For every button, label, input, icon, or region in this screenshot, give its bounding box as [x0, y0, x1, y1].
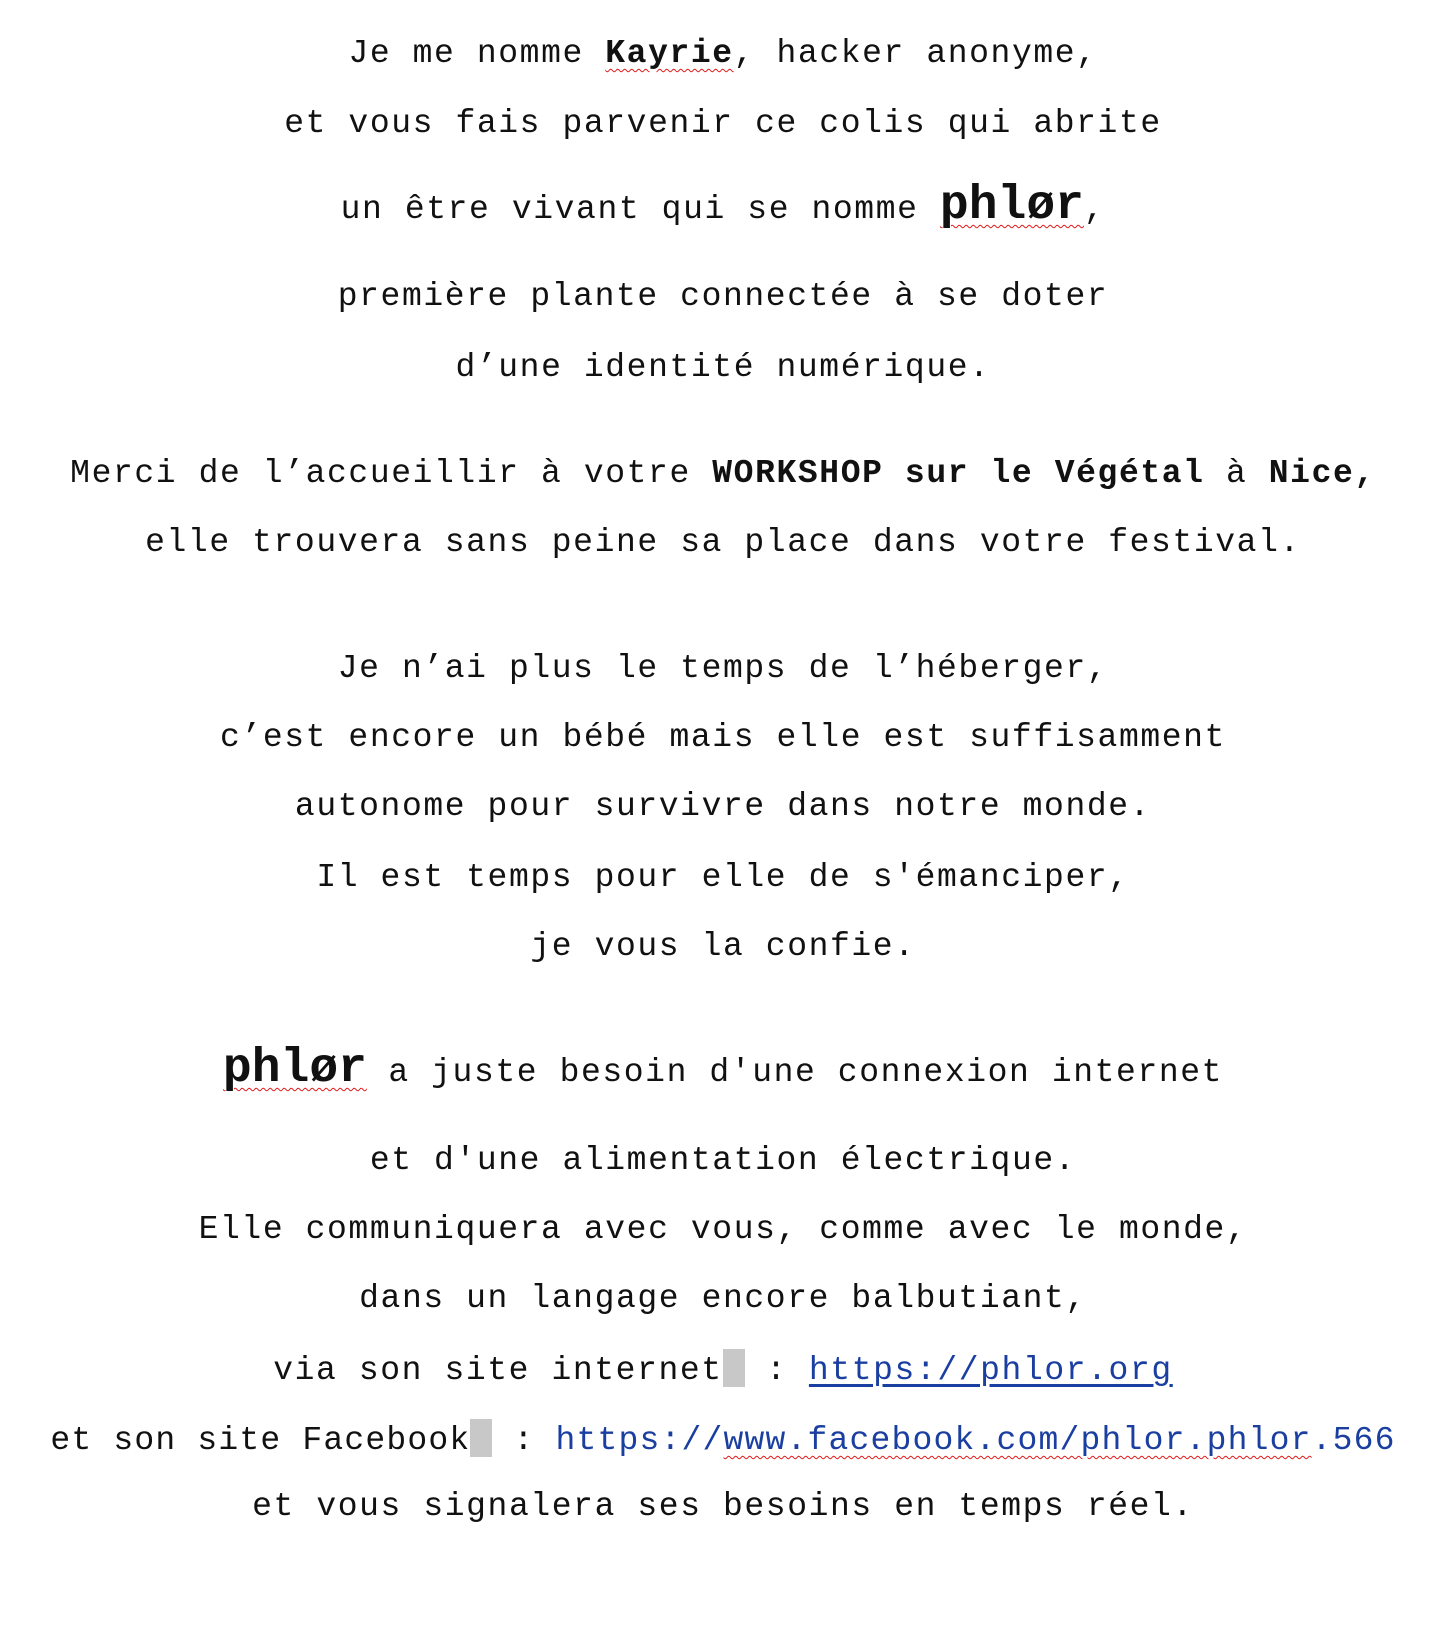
field-shading — [723, 1349, 745, 1387]
text-line — [0, 1042, 1446, 1100]
text-line: dans un langage encore balbutiant, — [359, 1280, 1087, 1317]
text-line — [0, 1349, 1446, 1391]
link-segment: www.facebook.com/phlor.phlor — [723, 1422, 1312, 1459]
text-line: et vous fais parvenir ce colis qui abrite — [284, 105, 1162, 142]
text-line: autonome pour survivre dans notre monde. — [294, 788, 1152, 825]
text-line — [0, 34, 1446, 74]
text-segment: un être vivant qui se nomme — [340, 191, 940, 228]
text-segment: Je me nomme — [348, 35, 606, 72]
text-segment: , — [1083, 191, 1106, 228]
text-line: c’est encore un bébé mais elle est suffisamment — [220, 719, 1226, 756]
author-name: Kayrie — [605, 35, 734, 72]
text-segment: à — [1204, 455, 1269, 492]
text-segment: : — [492, 1422, 556, 1459]
text-line: Elle communiquera avec vous, comme avec le monde, — [198, 1211, 1248, 1248]
plant-name: phlør — [222, 1042, 367, 1096]
text-line: je vous la confie. — [530, 928, 916, 965]
text-segment: Merci de l’accueillir à votre — [70, 455, 713, 492]
text-line — [0, 181, 1446, 235]
text-line: Il est temps pour elle de s'émanciper, — [316, 859, 1130, 896]
link-segment: .566 — [1311, 1422, 1396, 1459]
text-line: et d'une alimentation électrique. — [369, 1142, 1077, 1179]
text-line: première plante connectée à se doter — [337, 278, 1109, 315]
text-line: Je n’ai plus le temps de l’héberger, — [337, 650, 1109, 687]
text-line: elle trouvera sans peine sa place dans votre festival. — [145, 524, 1301, 561]
link-segment: https:// — [555, 1422, 724, 1459]
text-segment: : — [744, 1352, 809, 1389]
field-shading — [470, 1419, 492, 1457]
event-name: WORKSHOP sur le Végétal — [712, 455, 1205, 492]
text-segment: , hacker anonyme, — [733, 35, 1098, 72]
text-line: et vous signalera ses besoins en temps réel. — [252, 1488, 1194, 1525]
text-line — [0, 454, 1446, 494]
text-segment: via son site internet — [273, 1352, 723, 1389]
facebook-link[interactable] — [555, 1422, 1395, 1459]
text-segment: a juste besoin d'une connexion internet — [366, 1054, 1224, 1091]
website-link[interactable]: https://phlor.org — [808, 1352, 1173, 1389]
text-line: d’une identité numérique. — [455, 349, 991, 386]
text-segment: et son site Facebook — [50, 1422, 471, 1459]
text-line — [0, 1419, 1446, 1461]
plant-name: phlør — [939, 179, 1084, 233]
city-name: Nice, — [1268, 455, 1376, 492]
